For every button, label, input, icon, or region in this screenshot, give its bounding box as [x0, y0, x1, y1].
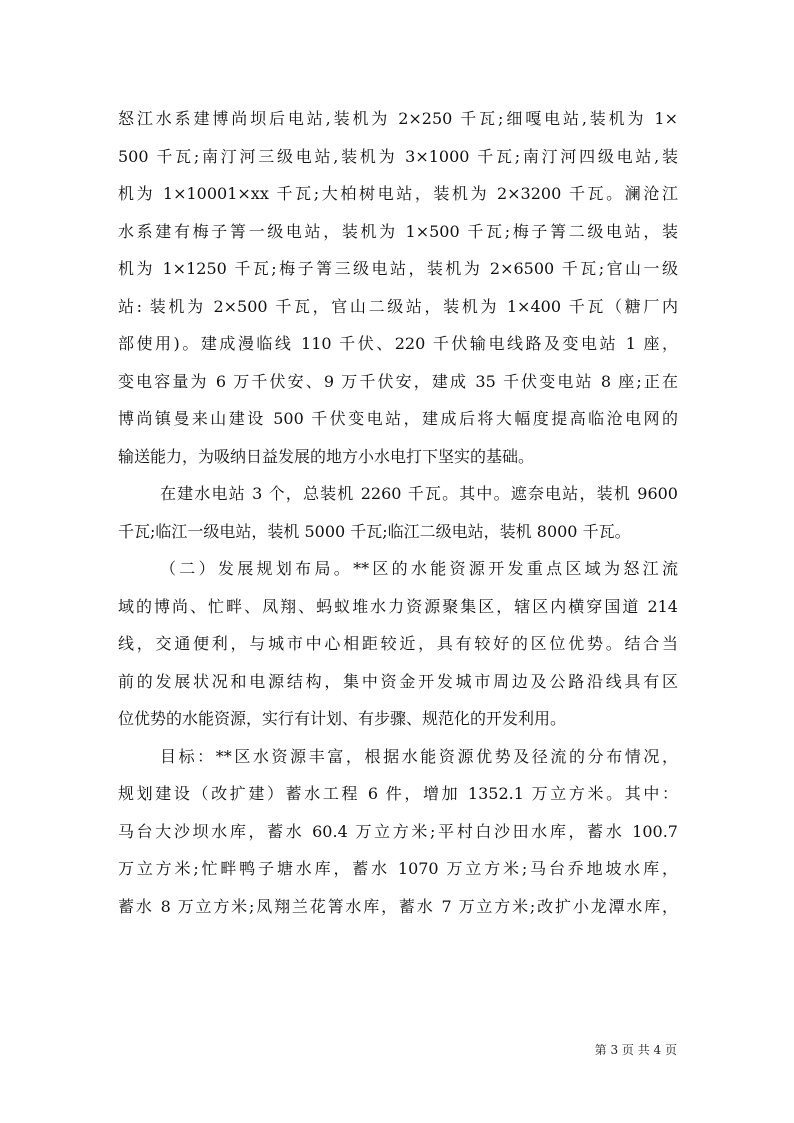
body-text [118, 100, 678, 925]
text-line: 机为 1×10001×xx 千瓦;大柏树电站，装机为 2×3200 千瓦。澜沧江 [118, 184, 678, 203]
text-line: 域的博尚、忙畔、凤翔、蚂蚁堆水力资源聚集区，辖区内横穿国道 214 [118, 596, 678, 616]
text-line: 线，交通便利，与城市中心相距较近，具有较好的区位优势。结合当 [118, 634, 678, 653]
text-line: 目标：**区水资源丰富，根据水能资源优势及径流的分布情况， [160, 746, 678, 766]
text-line: 博尚镇曼来山建设 500 千伏变电站，建成后将大幅度提高临沧电网的 [118, 409, 678, 428]
text-line: 机为 1×1250 千瓦;梅子箐三级电站，装机为 2×6500 千瓦;官山一级 [118, 259, 678, 278]
text-line: 马台大沙坝水库，蓄水 60.4 万立方米;平村白沙田水库，蓄水 100.7 [118, 821, 678, 841]
text-line: 规划建设（改扩建）蓄水工程 6 件，增加 1352.1 万立方米。其中： [118, 784, 678, 803]
text-line: 水系建有梅子箐一级电站，装机为 1×500 千瓦;梅子箐二级电站，装 [118, 221, 678, 241]
text-line: 位优势的水能资源，实行有计划、有步骤、规范化的开发利用。 [118, 709, 567, 728]
text-line: 怒江水系建博尚坝后电站,装机为 2×250 千瓦;细嘎电站,装机为 1× [118, 109, 678, 128]
section-heading-line: （二）发展规划布局。**区的水能资源开发重点区域为怒江流 [160, 559, 678, 578]
text-line: 前的发展状况和电源结构，集中资金开发城市周边及公路沿线具有区 [118, 671, 678, 691]
text-line: 站: 装机为 2×500 千瓦，官山二级站，装机为 1×400 千瓦（糖厂内 [118, 296, 678, 316]
text-line: 变电容量为 6 万千伏安、9 万千伏安，建成 35 千伏变电站 8 座;正在 [118, 371, 678, 391]
page-number-footer: 第 3 页 共 4 页 [594, 1043, 677, 1057]
text-line: 蓄水 8 万立方米;凤翔兰花箐水库，蓄水 7 万立方米;改扩小龙潭水库， [118, 896, 678, 916]
text-line: 部使用)。建成漫临线 110 千伏、220 千伏输电线路及变电站 1 座， [118, 334, 678, 353]
text-line: 在建水电站 3 个，总装机 2260 千瓦。其中。遮奈电站，装机 9600 [160, 484, 678, 503]
text-line: 千瓦;临江一级电站，装机 5000 千瓦;临江二级电站，装机 8000 千瓦。 [118, 521, 631, 541]
text-line: 输送能力，为吸纳日益发展的地方小水电打下坚实的基础。 [118, 446, 535, 466]
text-line: 500 千瓦;南汀河三级电站,装机为 3×1000 千瓦;南汀河四级电站,装 [118, 146, 678, 166]
text-line: 万立方米;忙畔鸭子塘水库，蓄水 1070 万立方米;马台乔地坡水库， [118, 859, 678, 878]
